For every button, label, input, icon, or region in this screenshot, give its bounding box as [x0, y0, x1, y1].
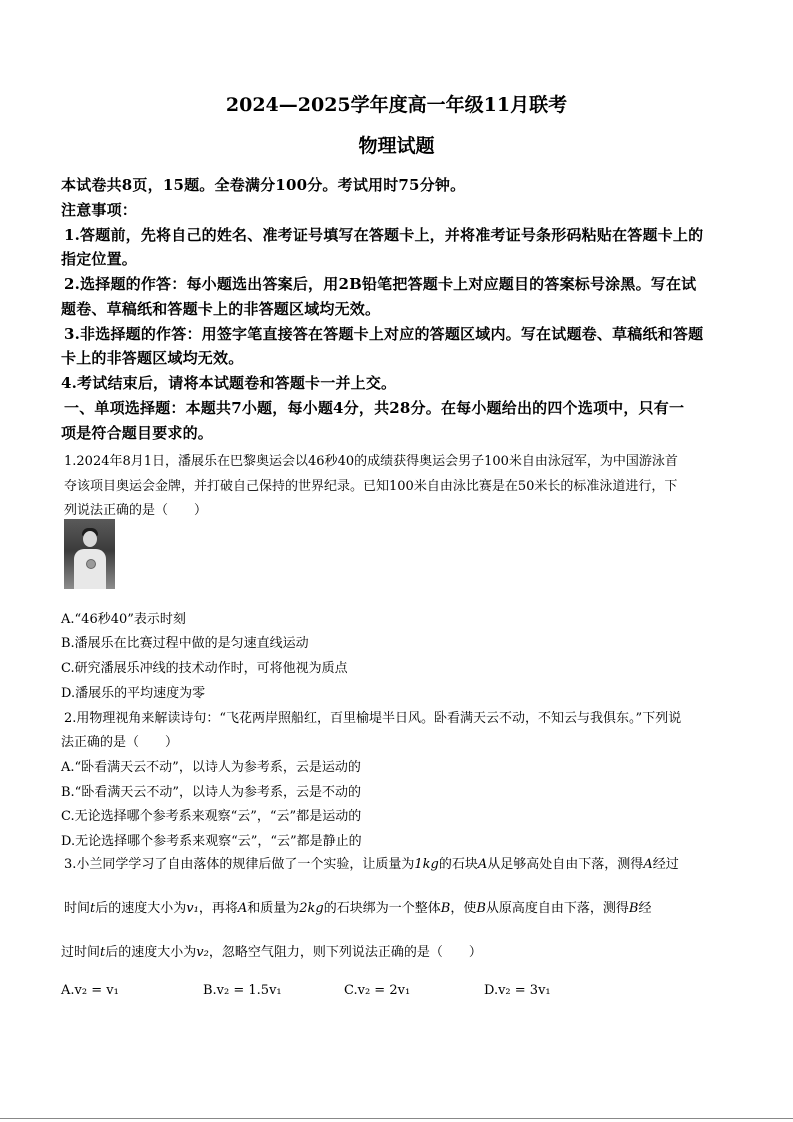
question-2-option-a: A.“卧看满天云不动”，以诗人为参考系，云是运动的	[61, 760, 361, 775]
question-1-option-b: B.潘展乐在比赛过程中做的是匀速直线运动	[61, 636, 309, 651]
question-2-option-d: D.无论选择哪个参考系来观察“云”，“云”都是静止的	[61, 834, 362, 849]
question-3-option-c: C.v₂ = 2v₁	[344, 983, 411, 998]
question-2-option-b: B.“卧看满天云不动”，以诗人为参考系，云是不动的	[61, 785, 361, 800]
question-3-option-d: D.v₂ = 3v₁	[484, 983, 551, 998]
notice-item: 4.考试结束后，请将本试题卷和答题卡一并上交。	[61, 374, 397, 392]
question-1-stem: 1.2024年8月1日，潘展乐在巴黎奥运会以46秒40的成绩获得奥运会男子100米自由泳冠军，为中国游泳首	[64, 454, 678, 469]
exam-intro: 本试卷共8页，15题。全卷满分100分。考试用时75分钟。	[61, 176, 466, 194]
question-3-option-a: A.v₂ = v₁	[61, 983, 119, 998]
notice-heading: 注意事项：	[61, 201, 138, 219]
question-1-stem: 夺该项目奥运会金牌，并打破自己保持的世界纪录。已知100米自由泳比赛是在50米长的标准泳道进行，下	[64, 479, 678, 494]
notice-item: 2.选择题的作答：每小题选出答案后，用2B铅笔把答题卡上对应题目的答案标号涂黑。写在试	[64, 275, 697, 293]
question-1-option-c: C.研究潘展乐冲线的技术动作时，可将他视为质点	[61, 661, 348, 676]
section-heading: 一、单项选择题：本题共7小题，每小题4分，共28分。在每小题给出的四个选项中，只有一	[64, 399, 685, 417]
question-1-option-a: A.“46秒40”表示时刻	[61, 612, 186, 627]
question-3-stem-line3: 过时间t后的速度大小为v₂，忽略空气阻力，则下列说法正确的是（ ）	[61, 945, 482, 960]
question-2-stem: 法正确的是（ ）	[61, 735, 179, 750]
section-heading-cont: 项是符合题目要求的。	[61, 424, 214, 442]
page-bottom-rule	[0, 1118, 793, 1119]
question-3-stem-line2: 时间t后的速度大小为v₁，再将A和质量为2kg的石块绑为一个整体B，使B从原高度自由下落，测得B经	[64, 901, 652, 916]
question-3-option-b: B.v₂ = 1.5v₁	[203, 983, 282, 998]
question-2-stem: 2.用物理视角来解读诗句：“飞花两岸照船红，百里榆堤半日风。卧看满天云不动，不知云与我俱东。”下列说	[64, 711, 682, 726]
swimmer-photo	[64, 519, 115, 589]
notice-item: 3.非选择题的作答：用签字笔直接答在答题卡上对应的答题区域内。写在试题卷、草稿纸和答题	[64, 325, 704, 343]
notice-item: 卡上的非答题区域均无效。	[61, 349, 244, 367]
question-1-stem: 列说法正确的是（ ）	[64, 503, 208, 518]
notice-item: 指定位置。	[61, 250, 138, 268]
notice-item: 1.答题前，先将自己的姓名、准考证号填写在答题卡上，并将准考证号条形码粘贴在答题卡上的	[64, 226, 704, 244]
notice-item: 题卷、草稿纸和答题卡上的非答题区域均无效。	[61, 300, 381, 318]
exam-title: 2024—2025学年度高一年级11月联考	[225, 94, 568, 116]
question-3-stem-line1: 3.小兰同学学习了自由落体的规律后做了一个实验，让质量为1kg的石块A从足够高处自由下落，测得A经过	[64, 857, 679, 872]
exam-subject: 物理试题	[358, 135, 435, 157]
question-2-option-c: C.无论选择哪个参考系来观察“云”，“云”都是运动的	[61, 809, 362, 824]
question-1-option-d: D.潘展乐的平均速度为零	[61, 686, 206, 701]
